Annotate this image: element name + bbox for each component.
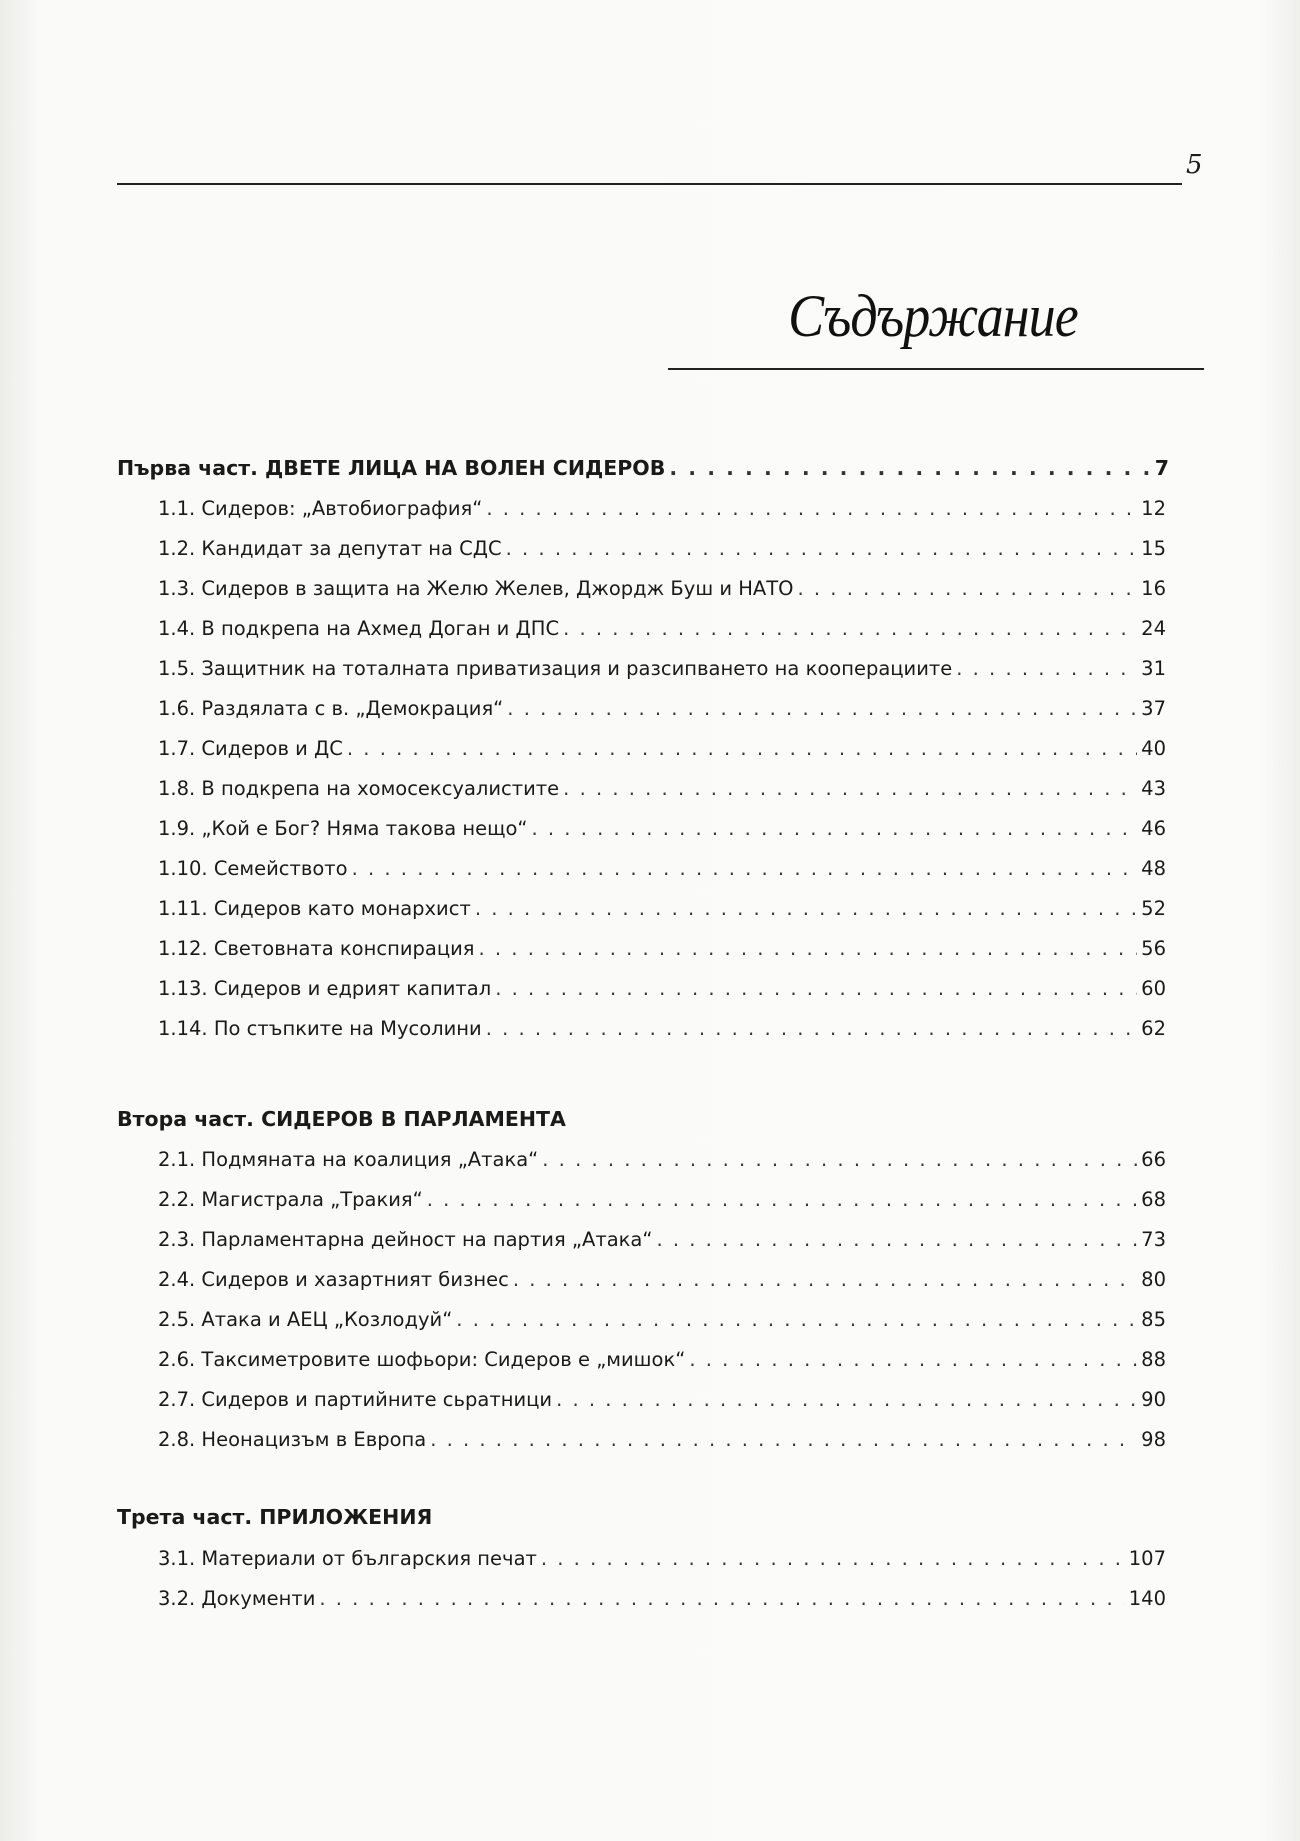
entry-label: 1.11. Сидеров като монархист <box>158 897 471 920</box>
entry-page: 62 <box>1141 1017 1166 1040</box>
entry-page: 68 <box>1141 1188 1166 1211</box>
leader-dots <box>689 1348 1137 1371</box>
toc-entry[interactable] <box>158 777 1166 800</box>
entry-label: 1.6. Раздялата с в. „Демокрация“ <box>158 697 504 720</box>
part-title: Първа част. ДВЕТЕ ЛИЦА НА ВОЛЕН СИДЕРОВ <box>117 456 666 480</box>
toc-entry[interactable] <box>158 857 1166 880</box>
leader-dots <box>319 1587 1124 1610</box>
leader-dots <box>556 1388 1137 1411</box>
leader-dots <box>479 937 1138 960</box>
toc-entry[interactable] <box>158 1268 1166 1291</box>
entry-page: 40 <box>1141 737 1166 760</box>
entry-label: 1.7. Сидеров и ДС <box>158 737 343 760</box>
part-title: Трета част. ПРИЛОЖЕНИЯ <box>117 1505 433 1529</box>
leader-dots <box>507 697 1137 720</box>
leader-dots <box>513 1268 1137 1291</box>
entry-page: 140 <box>1128 1587 1166 1610</box>
toc-entry[interactable] <box>158 977 1166 1000</box>
entry-page: 80 <box>1141 1268 1166 1291</box>
toc-entry[interactable] <box>158 1188 1166 1211</box>
entry-label: 3.1. Материали от българския печат <box>158 1547 537 1570</box>
toc-entry[interactable] <box>158 657 1166 680</box>
entry-label: 2.3. Парламентарна дейност на партия „Атака“ <box>158 1228 653 1251</box>
leader-dots <box>486 497 1137 520</box>
toc-entry[interactable] <box>158 897 1166 920</box>
toc-part-2[interactable] <box>117 1107 566 1131</box>
toc-entry[interactable] <box>158 697 1166 720</box>
entry-label: 3.2. Документи <box>158 1587 316 1610</box>
entry-page: 56 <box>1141 937 1166 960</box>
entry-label: 1.3. Сидеров в защита на Желю Желев, Джордж Буш и НАТО <box>158 577 794 600</box>
entry-label: 1.12. Световната конспирация <box>158 937 475 960</box>
part-title: Втора част. СИДЕРОВ В ПАРЛАМЕНТА <box>117 1107 566 1131</box>
toc-entry[interactable] <box>158 1388 1166 1411</box>
toc-entry[interactable] <box>158 1547 1166 1570</box>
leader-dots <box>427 1188 1137 1211</box>
entry-label: 1.8. В подкрепа на хомосексуалистите <box>158 777 560 800</box>
toc-entry[interactable] <box>158 1428 1166 1451</box>
leader-dots <box>352 857 1138 880</box>
entry-page: 107 <box>1128 1547 1166 1570</box>
entry-label: 2.8. Неонацизъм в Европа <box>158 1428 427 1451</box>
entry-label: 2.1. Подмяната на коалиция „Атака“ <box>158 1148 539 1171</box>
leader-dots <box>541 1547 1125 1570</box>
entry-label: 1.13. Сидеров и едрият капитал <box>158 977 492 1000</box>
entry-page: 31 <box>1141 657 1166 680</box>
entry-page: 90 <box>1141 1388 1166 1411</box>
leader-dots <box>347 737 1137 760</box>
toc-entry[interactable] <box>158 1148 1166 1171</box>
leader-dots <box>656 1228 1137 1251</box>
toc-entry[interactable] <box>158 537 1166 560</box>
entry-label: 1.9. „Кой е Бог? Няма такова нещо“ <box>158 817 528 840</box>
entry-page: 88 <box>1141 1348 1166 1371</box>
entry-label: 2.6. Таксиметровите шофьори: Сидеров е „мишок“ <box>158 1348 686 1371</box>
entry-page: 85 <box>1141 1308 1166 1331</box>
entry-label: 1.5. Защитник на тоталната приватизация и разсипването на кооперациите <box>158 657 953 680</box>
page-number: 5 <box>1186 150 1203 180</box>
entry-page: 12 <box>1141 497 1166 520</box>
toc-part-1[interactable] <box>117 456 1169 480</box>
entry-page: 16 <box>1141 577 1166 600</box>
entry-page: 52 <box>1141 897 1166 920</box>
entry-page: 24 <box>1141 617 1166 640</box>
toc-entry[interactable] <box>158 1017 1166 1040</box>
toc-entry[interactable] <box>158 1587 1166 1610</box>
leader-dots <box>956 657 1137 680</box>
leader-dots <box>495 977 1137 1000</box>
leader-dots <box>669 456 1150 480</box>
leader-dots <box>798 577 1138 600</box>
entry-page: 46 <box>1141 817 1166 840</box>
toc-entry[interactable] <box>158 1308 1166 1331</box>
entry-page: 66 <box>1141 1148 1166 1171</box>
entry-page: 43 <box>1141 777 1166 800</box>
toc-entry[interactable] <box>158 1228 1166 1251</box>
entry-page: 98 <box>1141 1428 1166 1451</box>
leader-dots <box>563 617 1137 640</box>
entry-page: 73 <box>1141 1228 1166 1251</box>
entry-label: 1.1. Сидеров: „Автобиография“ <box>158 497 483 520</box>
toc-entry[interactable] <box>158 617 1166 640</box>
toc-entry[interactable] <box>158 937 1166 960</box>
entry-page: 37 <box>1141 697 1166 720</box>
toc-entry[interactable] <box>158 817 1166 840</box>
leader-dots <box>563 777 1137 800</box>
entry-label: 2.4. Сидеров и хазартният бизнес <box>158 1268 509 1291</box>
leader-dots <box>475 897 1137 920</box>
leader-dots <box>430 1428 1137 1451</box>
entry-page: 60 <box>1141 977 1166 1000</box>
entry-label: 2.5. Атака и АЕЦ „Козлодуй“ <box>158 1308 453 1331</box>
toc-entry[interactable] <box>158 1348 1166 1371</box>
entry-label: 2.2. Магистрала „Тракия“ <box>158 1188 423 1211</box>
entry-label: 1.4. В подкрепа на Ахмед Доган и ДПС <box>158 617 560 640</box>
part-page: 7 <box>1154 456 1169 480</box>
leader-dots <box>486 1017 1137 1040</box>
leader-dots <box>456 1308 1137 1331</box>
entry-page: 48 <box>1141 857 1166 880</box>
leader-dots <box>506 537 1138 560</box>
entry-label: 1.2. Кандидат за депутат на СДС <box>158 537 502 560</box>
toc-entry[interactable] <box>158 577 1166 600</box>
toc-part-3[interactable] <box>117 1505 432 1529</box>
entry-page: 15 <box>1141 537 1166 560</box>
header-rule <box>117 183 1182 185</box>
leader-dots <box>542 1148 1137 1171</box>
entry-label: 1.10. Семейството <box>158 857 348 880</box>
leader-dots <box>532 817 1138 840</box>
toc-title: Съдържание <box>788 283 1078 349</box>
toc-entry[interactable] <box>158 737 1166 760</box>
entry-label: 1.14. По стъпките на Мусолини <box>158 1017 482 1040</box>
title-rule <box>668 368 1204 370</box>
toc-entry[interactable] <box>158 497 1166 520</box>
entry-label: 2.7. Сидеров и партийните сьратници <box>158 1388 553 1411</box>
